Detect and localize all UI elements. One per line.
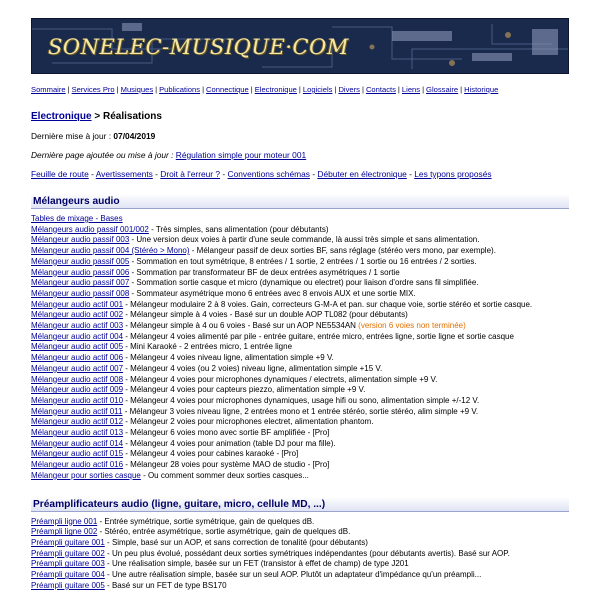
item-link[interactable]: Mélangeur audio actif 013 <box>31 428 124 438</box>
item-description: - Sommateur asymétrique mono 6 entrées avec 8 envois AUX et une sortie MIX. <box>129 288 416 298</box>
nav-separator: | <box>67 85 70 94</box>
list-item <box>31 428 569 439</box>
nav-separator: | <box>116 85 119 94</box>
nav-connectique[interactable]: Connectique <box>206 85 249 94</box>
item-description: - Simple, basé sur un AOP, et sans correction de tonalité (pour débutants) <box>104 537 368 547</box>
list-item <box>31 439 569 450</box>
item-link[interactable]: Mélangeur audio passif 004 (Stéréo > Mono) <box>31 246 190 256</box>
item-description: - Très simples, sans alimentation (pour débutants) <box>148 224 329 234</box>
list-item <box>31 364 569 375</box>
link-separator: - <box>222 169 226 179</box>
item-link[interactable]: Mélangeur audio actif 002 <box>31 310 124 320</box>
list-item <box>31 471 569 482</box>
last-page <box>31 150 569 160</box>
item-description: - Mélangeur 4 voies (ou 2 voies) niveau ligne, alimentation simple +15 V. <box>123 363 383 373</box>
list-item <box>31 417 569 428</box>
link-typons[interactable]: Les typons proposés <box>414 169 492 179</box>
item-description: - Mélangeur 2 voies pour microphones electret, alimentation phantom. <box>123 417 374 427</box>
list-item <box>31 570 569 581</box>
item-link[interactable]: Mélangeur pour sorties casque <box>31 470 141 480</box>
item-link[interactable]: Mélangeur audio actif 010 <box>31 395 124 405</box>
item-link[interactable]: Préampli guitare 005 <box>31 580 105 590</box>
site-logo-title: SONELEC-MUSIQUE·COM <box>48 35 349 59</box>
item-description: - Mélangeur simple à 4 ou 6 voies - Basé sur un AOP NE5534AN <box>123 321 359 331</box>
list-item <box>31 517 569 528</box>
nav-services-pro[interactable]: Services Pro <box>71 85 115 94</box>
list-item <box>31 449 569 460</box>
nav-separator: | <box>422 85 425 94</box>
link-droit-erreur[interactable]: Droit à l'erreur ? <box>160 169 221 179</box>
item-link[interactable]: Mélangeur audio passif 008 <box>31 288 130 298</box>
nav-contacts[interactable]: Contacts <box>365 85 396 94</box>
list-item <box>31 385 569 396</box>
list-item <box>31 300 569 311</box>
site-banner[interactable] <box>31 18 569 74</box>
list-item <box>31 310 569 321</box>
item-description: - Mélangeur modulaire 2 à 8 voies. Gain, correcteurs G-M-A et pan. sur chaque voie, sortie stéréo et sortie casque. <box>123 299 533 309</box>
item-link[interactable]: Mélangeur audio actif 014 <box>31 438 124 448</box>
item-link[interactable]: Mélangeur audio actif 003 <box>31 321 124 331</box>
link-conventions-schemas[interactable]: Conventions schémas <box>227 169 310 179</box>
item-description: - Un peu plus évolué, possédant deux sorties symétriques indépendantes (pour débutants avertis). Basé sur AOP. <box>104 548 510 558</box>
section-list <box>31 214 569 482</box>
item-link[interactable]: Mélangeur audio actif 007 <box>31 363 124 373</box>
last-update <box>31 131 569 141</box>
last-update-label: Dernière mise à jour : <box>31 131 114 141</box>
nav-separator: | <box>298 85 301 94</box>
section-title: Mélangeurs audio <box>31 194 569 209</box>
list-item <box>31 268 569 279</box>
list-item <box>31 581 569 592</box>
item-description: - Ou comment sommer deux sorties casques... <box>140 470 309 480</box>
section-title: Préamplificateurs audio (ligne, guitare, micro, cellule MD, ...) <box>31 497 569 512</box>
page-title: Réalisations <box>102 111 162 122</box>
content-sections <box>31 194 569 592</box>
list-item <box>31 278 569 289</box>
nav-divers[interactable]: Divers <box>338 85 360 94</box>
item-link[interactable]: Mélangeur audio actif 001 <box>31 299 124 309</box>
list-item <box>31 353 569 364</box>
list-item <box>31 289 569 300</box>
link-avertissements[interactable]: Avertissements <box>95 169 153 179</box>
item-link[interactable]: Mélangeur audio passif 003 <box>31 235 130 245</box>
nav-glossaire[interactable]: Glossaire <box>426 85 459 94</box>
item-link[interactable]: Préampli guitare 001 <box>31 537 105 547</box>
item-description: - Mélangeur 6 voies mono avec sortie BF amplifiée - [Pro] <box>123 428 330 438</box>
item-description: - Sommation sortie casque et micro (dynamique ou electret) pour liaison d'ordre sans fil simplifiée. <box>129 278 479 288</box>
list-item <box>31 549 569 560</box>
item-description: - Une autre réalisation simple, basée sur un seul AOP. Plutôt un adaptateur d'impédance qu'un préampli... <box>104 570 482 580</box>
link-feuille-de-route[interactable]: Feuille de route <box>31 169 89 179</box>
list-item <box>31 235 569 246</box>
item-description: - Mélangeur 28 voies pour système MAO de studio - [Pro] <box>123 460 330 470</box>
nav-separator: | <box>250 85 253 94</box>
item-link[interactable]: Préampli guitare 004 <box>31 570 105 580</box>
item-link[interactable]: Préampli ligne 002 <box>31 527 98 537</box>
list-item <box>31 321 569 332</box>
breadcrumb-separator: > <box>91 111 103 122</box>
item-description: - Mélangeur 4 voies pour capteurs piezzo, alimentation simple +9 V. <box>123 385 366 395</box>
nav-sommaire[interactable]: Sommaire <box>31 85 66 94</box>
link-separator: - <box>409 169 412 179</box>
list-item <box>31 214 569 225</box>
item-link[interactable]: Tables de mixage - Bases <box>31 214 123 223</box>
item-note: (version 6 voies non terminée) <box>358 321 466 331</box>
list-item <box>31 257 569 268</box>
list-item <box>31 246 569 257</box>
link-separator: - <box>155 169 158 179</box>
item-description: - Mélangeur simple à 4 voies - Basé sur un double AOP TL082 (pour débutants) <box>123 310 408 320</box>
item-description: - Mélangeur 4 voies pour microphones dynamiques / electrets, alimentation simple +9 V. <box>123 374 438 384</box>
item-link[interactable]: Mélangeur audio actif 006 <box>31 353 124 363</box>
item-link[interactable]: Mélangeurs audio passif 001/002 <box>31 224 149 234</box>
item-description: - Une réalisation simple, basée sur un FET (transistor à effet de champ) de type J201 <box>104 559 409 569</box>
item-link[interactable]: Mélangeur audio actif 004 <box>31 331 124 341</box>
item-description: - Mini Karaoké - 2 entrées micro, 1 entrée ligne <box>123 342 293 352</box>
nav-liens[interactable]: Liens <box>401 85 421 94</box>
last-update-date: 07/04/2019 <box>113 131 156 141</box>
item-description: - Stéréo, entrée asymétrique, sortie asymétrique, gain de quelques dB. <box>97 527 351 537</box>
item-link[interactable]: Préampli guitare 002 <box>31 548 105 558</box>
item-link[interactable]: Mélangeur audio actif 005 <box>31 342 124 352</box>
item-description: - Une version deux voies à partir d'une seule commande, là aussi très simple et sans alimentation. <box>129 235 480 245</box>
item-description: - Entrée symétrique, sortie symétrique, gain de quelques dB. <box>97 516 315 526</box>
list-item <box>31 527 569 538</box>
list-item <box>31 559 569 570</box>
nav-logiciels[interactable]: Logiciels <box>302 85 333 94</box>
item-description: - Sommation en tout symétrique, 8 entrées / 1 sortie, 2 entrées / 1 sortie ou 16 entrées / 2 sorties. <box>129 256 477 266</box>
item-link[interactable]: Mélangeur audio actif 015 <box>31 449 124 459</box>
item-link[interactable]: Mélangeur audio passif 007 <box>31 278 130 288</box>
item-link[interactable]: Mélangeur audio actif 009 <box>31 385 124 395</box>
page <box>31 18 569 592</box>
item-link[interactable]: Mélangeur audio actif 008 <box>31 374 124 384</box>
list-item <box>31 396 569 407</box>
link-debuter[interactable]: Débuter en électronique <box>317 169 407 179</box>
item-description: - Sommation par transformateur BF de deux entrées asymétriques / 1 sortie <box>129 267 400 277</box>
item-description: - Mélangeur passif de deux sorties BF, sans réglage (stéréo vers mono, par exemple). <box>189 246 496 256</box>
nav-publications[interactable]: Publications <box>159 85 201 94</box>
breadcrumb-parent[interactable]: Electronique <box>31 111 92 122</box>
breadcrumb <box>31 111 569 122</box>
section-list <box>31 517 569 592</box>
nav-musiques[interactable]: Musiques <box>120 85 154 94</box>
item-description: - Mélangeur 4 voies pour animation (table DJ pour ma fille). <box>123 438 336 448</box>
nav-separator: | <box>202 85 205 94</box>
nav-separator: | <box>155 85 158 94</box>
link-separator: - <box>91 169 94 179</box>
nav-electronique[interactable]: Electronique <box>254 85 297 94</box>
item-description: - Mélangeur 4 voies alimenté par pile - entrée guitare, entrée micro, entrées ligne, sortie ligne et sortie casque <box>123 331 514 341</box>
list-item <box>31 342 569 353</box>
last-page-link[interactable]: Régulation simple pour moteur 001 <box>175 150 307 160</box>
item-description: - Mélangeur 3 voies niveau ligne, 2 entrées mono et 1 entrée stéréo, sortie stéréo, alim simple +9 V. <box>122 406 479 416</box>
list-item <box>31 375 569 386</box>
item-link[interactable]: Mélangeur audio passif 005 <box>31 256 130 266</box>
list-item <box>31 407 569 418</box>
list-item <box>31 332 569 343</box>
nav-separator: | <box>334 85 337 94</box>
item-description: - Mélangeur 4 voies niveau ligne, alimentation simple +9 V. <box>123 353 334 363</box>
item-description: - Mélangeur 4 voies pour microphones dynamiques, usage hifi ou sono, alimentation simple +/-12 V. <box>123 395 480 405</box>
item-link[interactable]: Mélangeur audio passif 006 <box>31 267 130 277</box>
nav-historique[interactable]: Historique <box>464 85 499 94</box>
item-link[interactable]: Préampli ligne 001 <box>31 516 98 526</box>
list-item <box>31 538 569 549</box>
list-item <box>31 460 569 471</box>
item-link[interactable]: Mélangeur audio actif 011 <box>31 406 123 416</box>
item-description: - Basé sur un FET de type BS170 <box>104 580 227 590</box>
item-link[interactable]: Mélangeur audio actif 016 <box>31 460 124 470</box>
nav-separator: | <box>460 85 463 94</box>
item-description: - Mélangeur 4 voies pour cabines karaoké - [Pro] <box>123 449 299 459</box>
last-page-label: Dernière page ajoutée ou mise à jour : <box>31 150 176 160</box>
nav-separator: | <box>397 85 400 94</box>
list-item <box>31 225 569 236</box>
quick-links <box>31 169 569 179</box>
top-navigation <box>31 85 569 94</box>
item-link[interactable]: Mélangeur audio actif 012 <box>31 417 124 427</box>
nav-separator: | <box>361 85 364 94</box>
link-separator: - <box>312 169 316 179</box>
item-link[interactable]: Préampli guitare 003 <box>31 559 105 569</box>
